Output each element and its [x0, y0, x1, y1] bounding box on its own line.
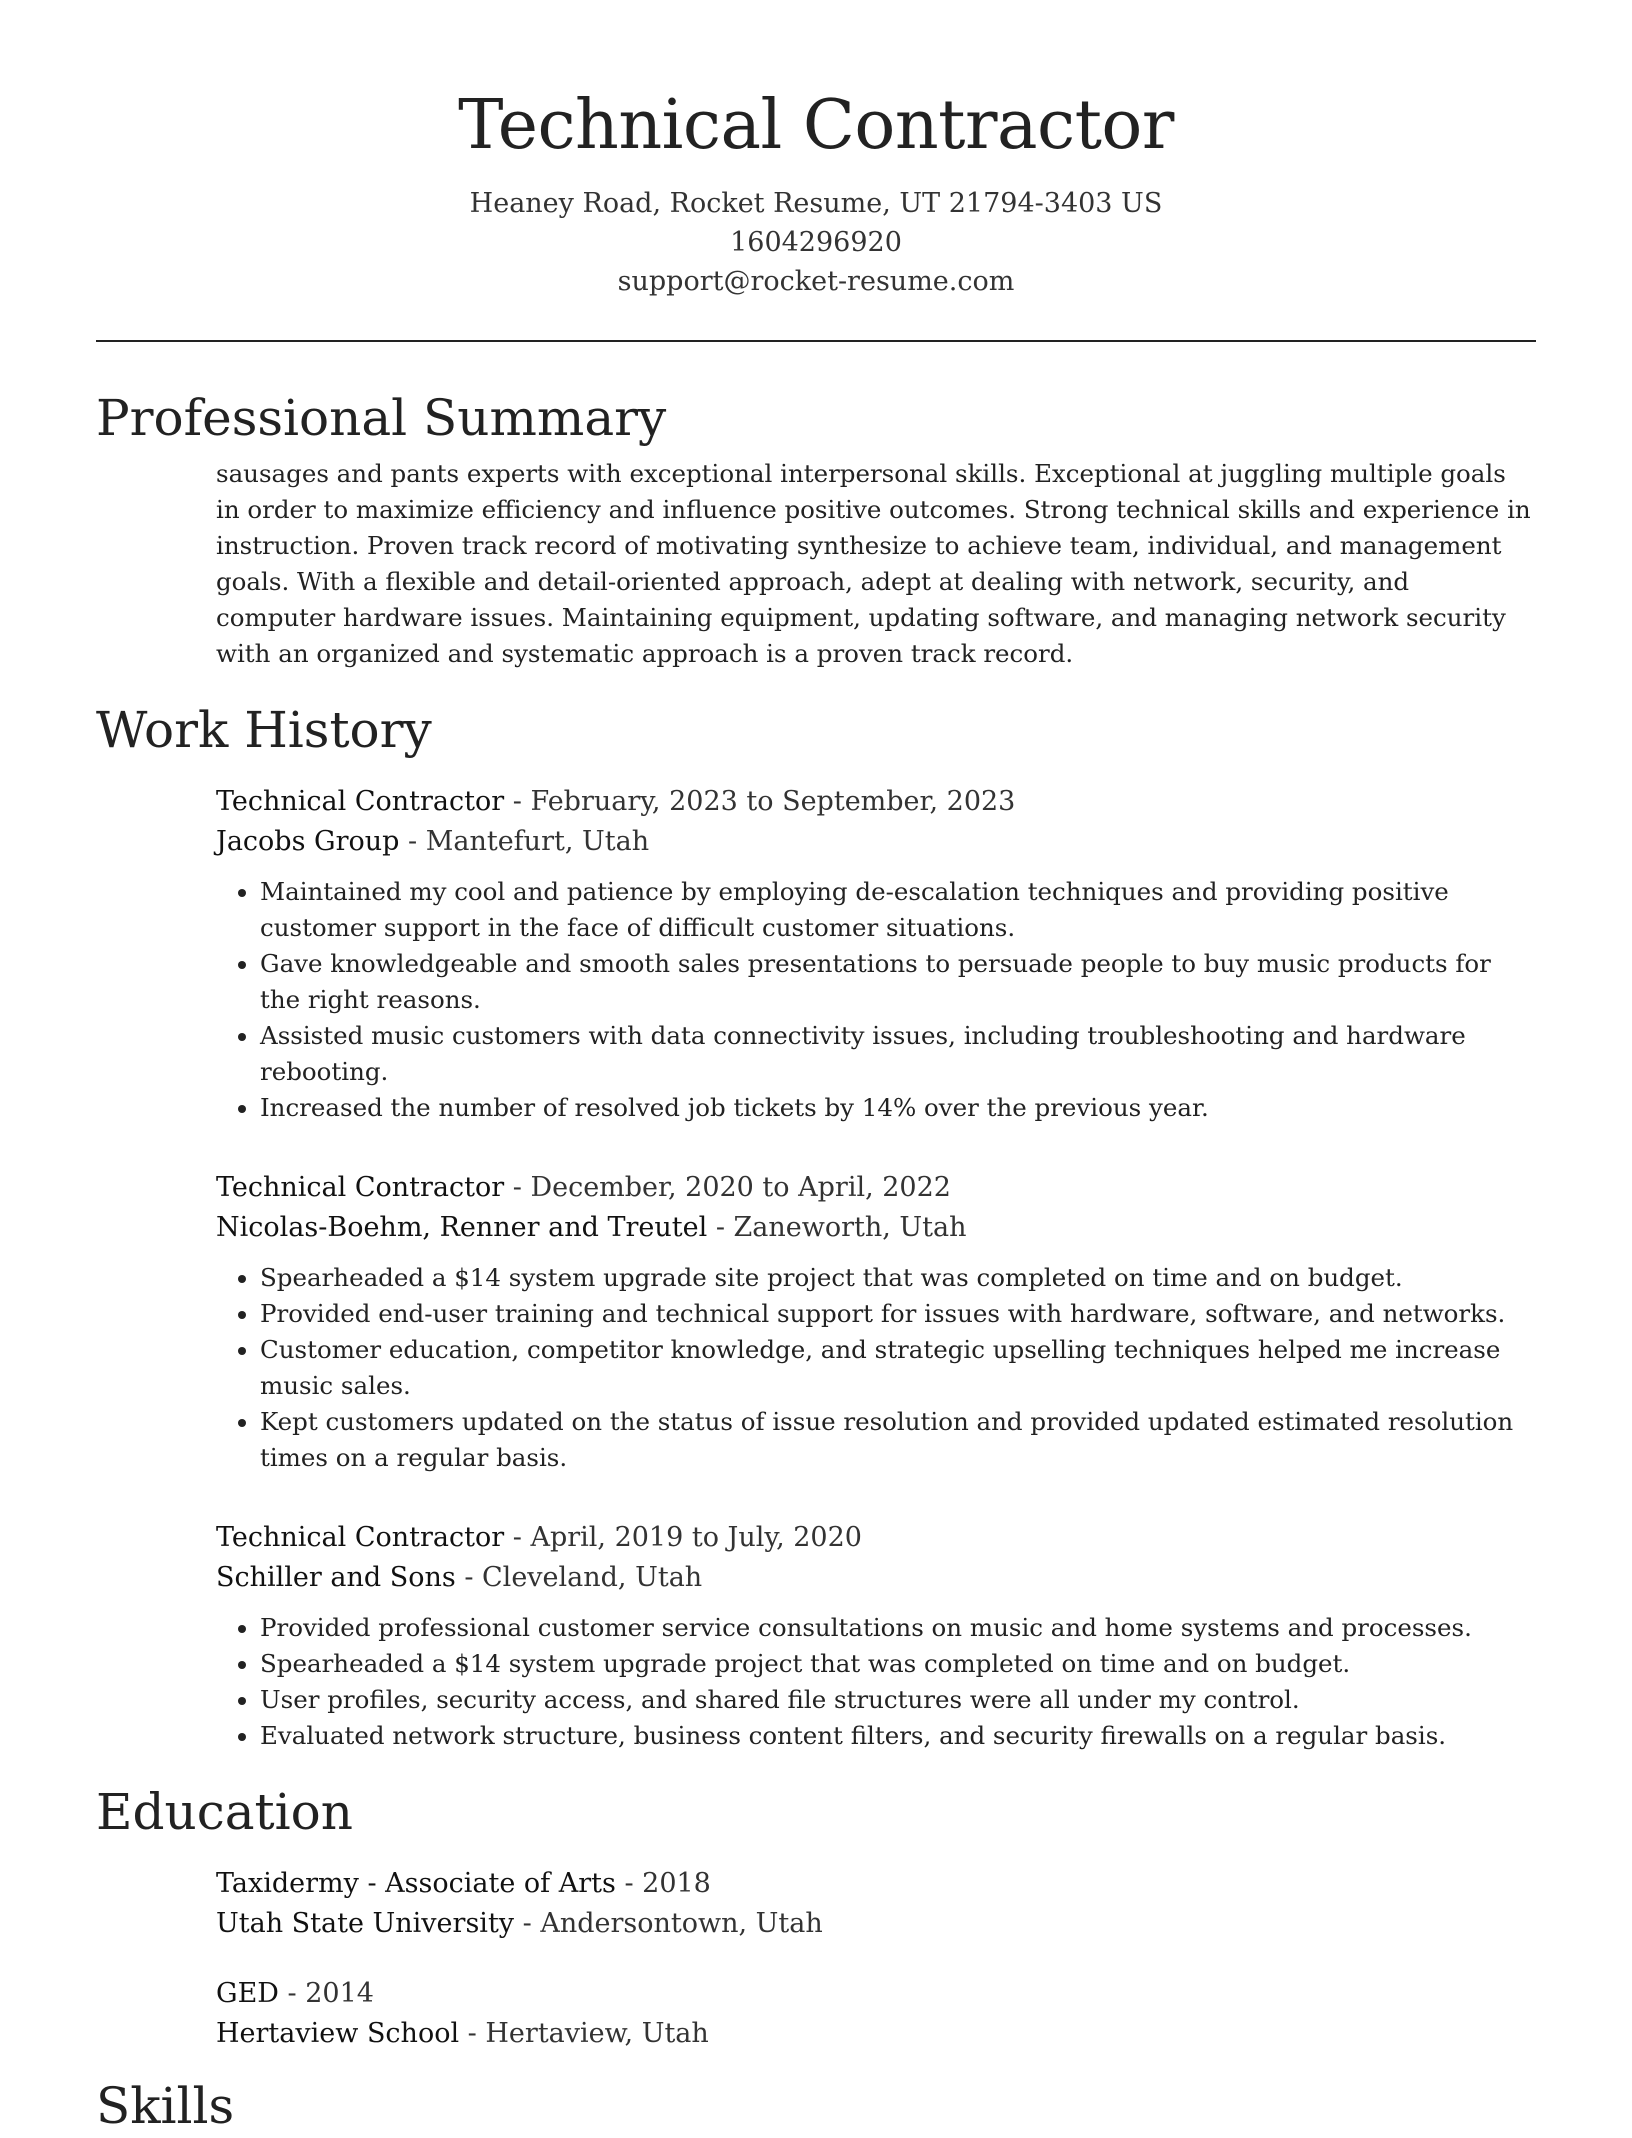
job-title-line	[216, 782, 1536, 822]
job-company: Schiller and Sons	[216, 1562, 456, 1593]
job-entry	[216, 782, 1536, 1126]
work-history-title: Work History	[96, 701, 432, 759]
contact-email: support@rocket-resume.com	[617, 266, 1015, 297]
education-school: Hertaview School	[216, 2018, 460, 2049]
job-bullet: • Kept customers updated on the status of issue resolution and provided updated estimated resolution times on a regular basis.	[260, 1404, 1536, 1476]
job-entry	[216, 1518, 1536, 1754]
job-bullet: • Maintained my cool and patience by employing de-escalation techniques and providing positive customer support in the face of difficult customer situations.	[260, 874, 1536, 946]
job-bullet: • Gave knowledgeable and smooth sales presentations to persuade people to buy music products for the right reasons.	[260, 946, 1536, 1018]
job-company-line	[216, 1558, 1536, 1598]
job-bullet: • Customer education, competitor knowledge, and strategic upselling techniques helped me increase music sales.	[260, 1332, 1536, 1404]
education-location: - Andersontown, Utah	[514, 1908, 823, 1939]
education-degree-line	[216, 1974, 1536, 2014]
job-entry	[216, 1168, 1536, 1476]
contact-phone: 1604296920	[730, 227, 902, 258]
education-location: - Hertaview, Utah	[459, 2018, 709, 2049]
skills-section	[96, 2074, 1536, 2138]
job-title-line	[216, 1168, 1536, 1208]
resume-name: Technical Contractor	[458, 86, 1174, 165]
job-bullet: • Spearheaded a $14 system upgrade site project that was completed on time and on budget.	[260, 1260, 1536, 1296]
education-degree-line	[216, 1864, 1536, 1904]
education-year: - 2018	[615, 1868, 711, 1899]
contact-block	[96, 184, 1536, 301]
resume-page	[96, 0, 1536, 2138]
summary-section	[96, 386, 1536, 672]
education-title: Education	[96, 1783, 353, 1841]
job-bullet: • Spearheaded a $14 system upgrade project that was completed on time and on budget.	[260, 1646, 1536, 1682]
job-bullet: • Assisted music customers with data connectivity issues, including troubleshooting and hardware rebooting.	[260, 1018, 1536, 1090]
job-company: Jacobs Group	[216, 826, 400, 857]
education-school-line	[216, 2014, 1536, 2054]
contact-address: Heaney Road, Rocket Resume, UT 21794-3403 US	[469, 188, 1163, 219]
job-dates: - December, 2020 to April, 2022	[504, 1172, 951, 1203]
education-degree: GED	[216, 1978, 279, 2009]
job-bullets	[216, 874, 1536, 1126]
job-dates: - February, 2023 to September, 2023	[504, 786, 1016, 817]
job-bullet: • Provided professional customer service consultations on music and home systems and processes.	[260, 1610, 1536, 1646]
skills-title: Skills	[96, 2077, 235, 2135]
job-company: Nicolas-Boehm, Renner and Treutel	[216, 1212, 708, 1243]
job-location: - Zaneworth, Utah	[707, 1212, 967, 1243]
work-history-section	[96, 698, 1536, 1754]
job-bullets	[216, 1610, 1536, 1754]
education-entry	[216, 1864, 1536, 1944]
job-title-line	[216, 1518, 1536, 1558]
resume-header	[96, 0, 1536, 301]
job-bullet: • Increased the number of resolved job tickets by 14% over the previous year.	[260, 1090, 1536, 1126]
education-year: - 2014	[278, 1978, 374, 2009]
education-school: Utah State University	[216, 1908, 515, 1939]
summary-title: Professional Summary	[96, 389, 667, 447]
job-location: - Cleveland, Utah	[455, 1562, 703, 1593]
education-section	[96, 1780, 1536, 2054]
job-role: Technical Contractor	[216, 1522, 505, 1553]
education-degree: Taxidermy - Associate of Arts	[216, 1868, 616, 1899]
education-school-line	[216, 1904, 1536, 1944]
job-role: Technical Contractor	[216, 1172, 505, 1203]
job-dates: - April, 2019 to July, 2020	[504, 1522, 862, 1553]
job-bullets	[216, 1260, 1536, 1476]
job-bullet: • User profiles, security access, and shared file structures were all under my control.	[260, 1682, 1536, 1718]
job-bullet: • Provided end-user training and technical support for issues with hardware, software, and networks.	[260, 1296, 1536, 1332]
job-location: - Mantefurt, Utah	[399, 826, 650, 857]
job-bullet: • Evaluated network structure, business content filters, and security firewalls on a regular basis.	[260, 1718, 1536, 1754]
summary-text: sausages and pants experts with exceptional interpersonal skills. Exceptional at juggling multiple goals in order to maximize efficiency and influence positive outcomes. Strong technical skills and experience in instruction. Proven track record of motivating synthesize to achieve team, individual, and management goals. With a flexible and detail-oriented approach, adept at dealing with network, security, and computer hardware issues. Maintaining equipment, updating software, and managing network security with an organized and systematic approach is a proven track record.	[216, 459, 1531, 668]
job-company-line	[216, 1208, 1536, 1248]
job-company-line	[216, 822, 1536, 862]
job-role: Technical Contractor	[216, 786, 505, 817]
header-divider	[96, 340, 1536, 342]
education-entry	[216, 1974, 1536, 2054]
